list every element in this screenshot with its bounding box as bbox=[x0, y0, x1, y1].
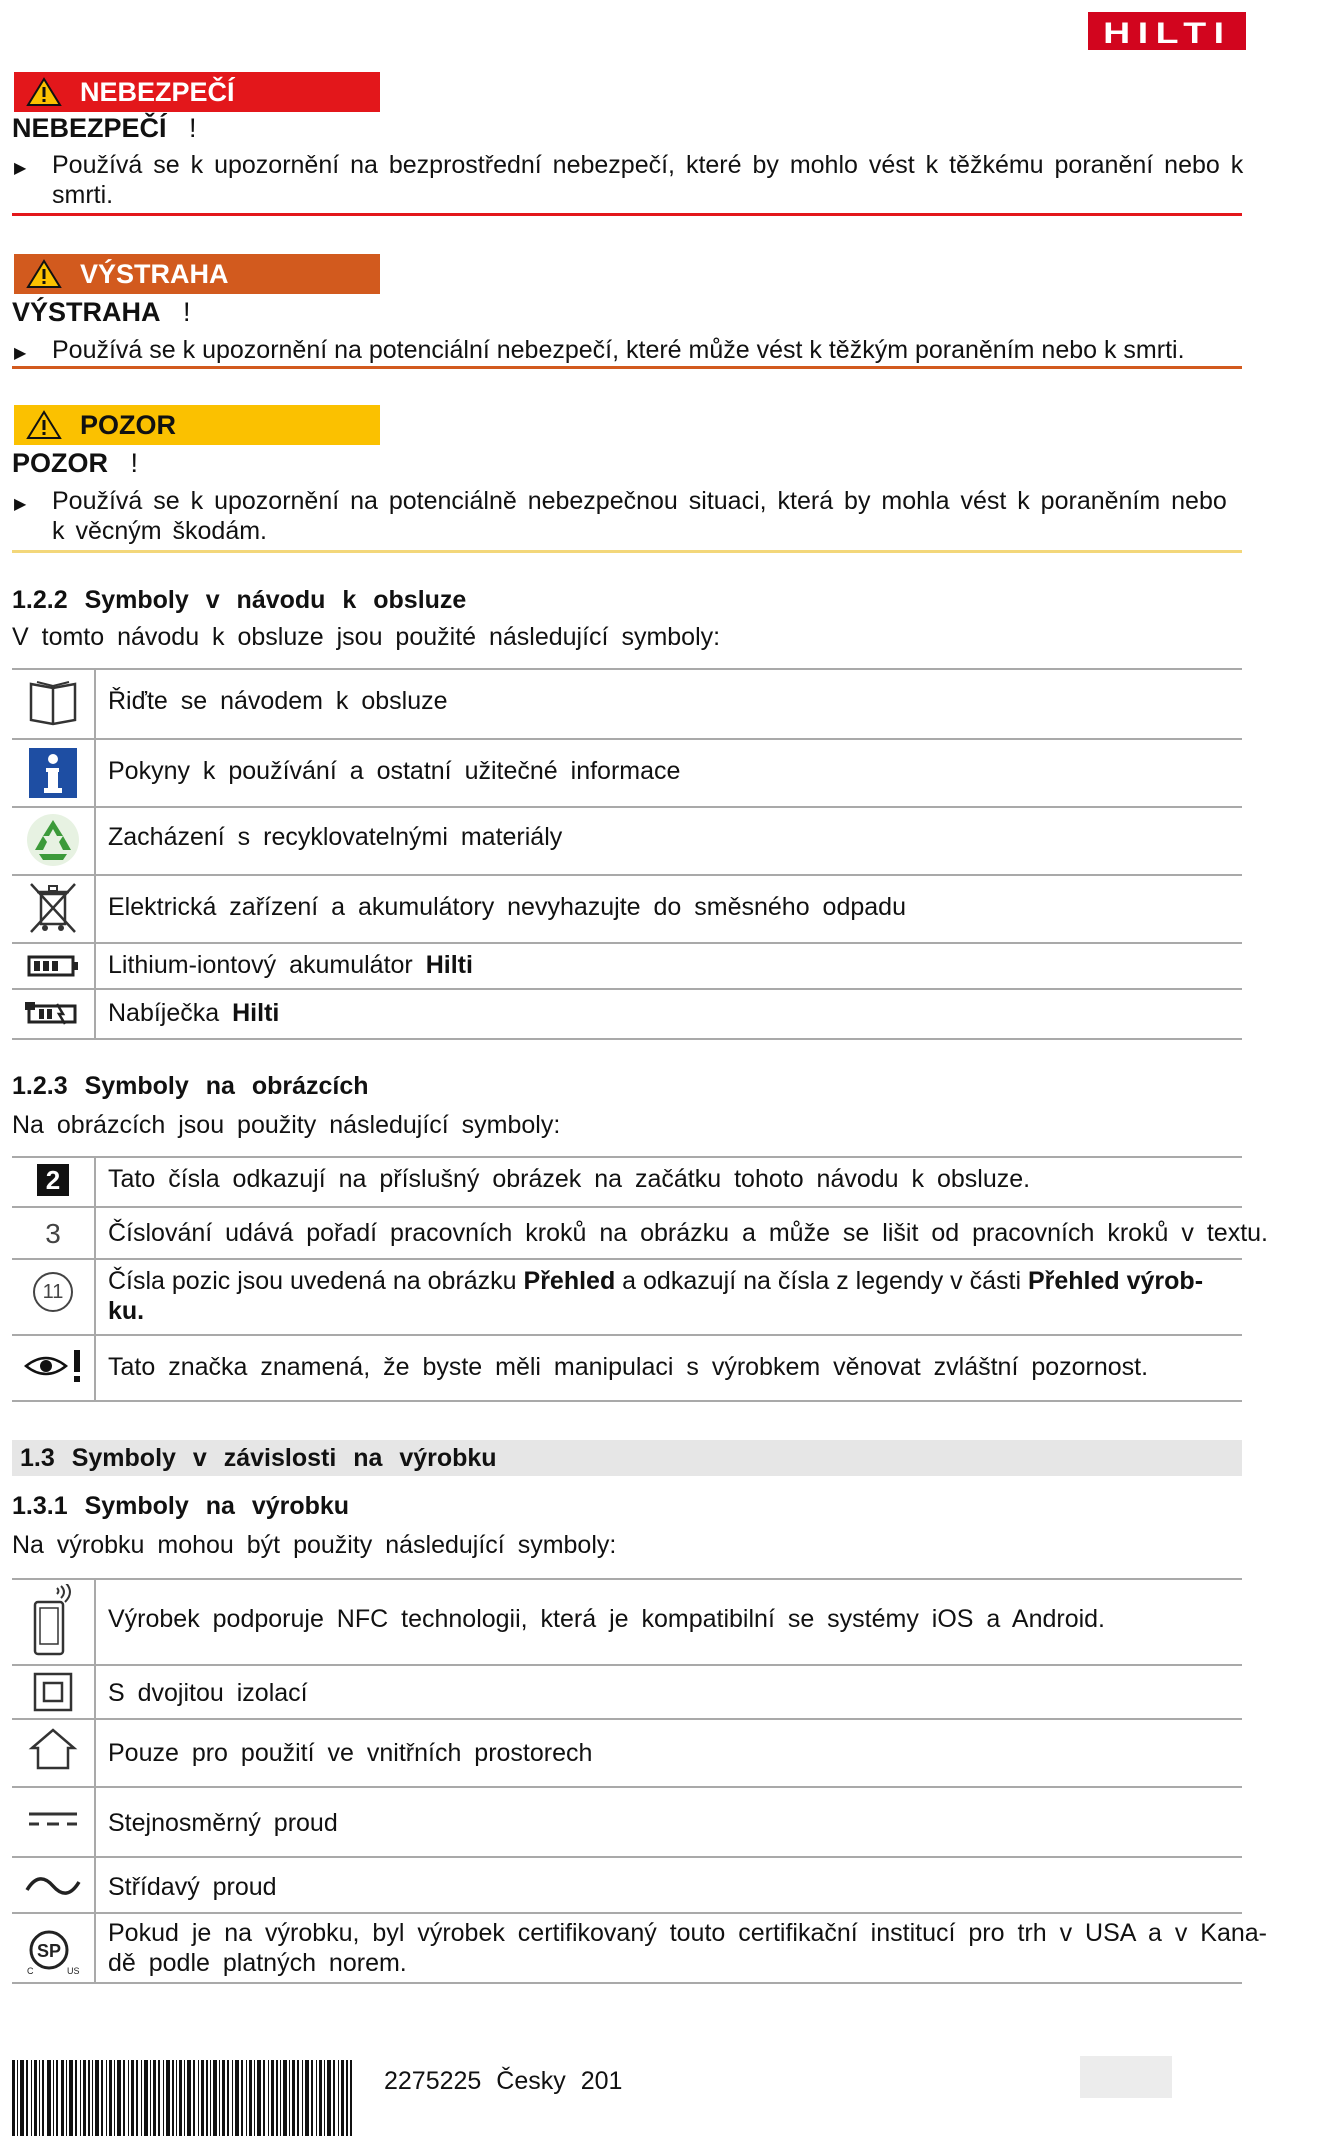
book-icon bbox=[20, 676, 86, 732]
table-divider bbox=[94, 668, 96, 1040]
csa-us-icon bbox=[20, 1922, 86, 1983]
charger-icon bbox=[20, 998, 86, 1033]
table-rule bbox=[12, 738, 1242, 740]
warning-heading: VÝSTRAHA ! bbox=[12, 297, 191, 327]
table-row-text: Pokyny k používání a ostatní užitečné informace bbox=[108, 757, 681, 785]
table-row-text: S dvojitou izolací bbox=[108, 1679, 308, 1707]
table-rule bbox=[12, 1334, 1242, 1336]
table-rule bbox=[12, 806, 1242, 808]
table-row-text: Zacházení s recyklovatelnými materiály bbox=[108, 823, 563, 851]
table-row-text: Střídavý proud bbox=[108, 1873, 277, 1901]
table-row-text: Tato značka znamená, že byste měli manipulaci s výrobkem věnovat zvláštní pozornost. bbox=[108, 1353, 1149, 1381]
bullet-icon: ▶ bbox=[14, 160, 27, 177]
caution-signal-bar bbox=[14, 405, 380, 445]
section-1-2-2-intro: V tomto návodu k obsluze jsou použité následující symboly: bbox=[12, 623, 721, 651]
section-1-2-3-intro: Na obrázcích jsou použity následující symboly: bbox=[12, 1111, 561, 1139]
ac-current-icon bbox=[20, 1870, 86, 1907]
section-1-3-1-heading: 1.3.1 Symboly na výrobku bbox=[12, 1492, 350, 1520]
danger-signal-bar bbox=[14, 72, 380, 112]
section-1-2-2-heading: 1.2.2 Symboly v návodu k obsluze bbox=[12, 586, 467, 614]
warning-description: Používá se k upozornění na potenciální nebezpečí, které může vést k těžkým poraněním nebo k smrti. bbox=[52, 336, 1185, 364]
table-rule bbox=[12, 668, 1242, 670]
svg-text:US: US bbox=[67, 1966, 80, 1976]
warning-triangle-icon bbox=[26, 77, 62, 107]
hilti-logo: HILTI bbox=[1088, 12, 1246, 50]
table-rule bbox=[12, 1786, 1242, 1788]
warning-triangle-icon bbox=[26, 410, 62, 440]
section-1-3-1-intro: Na výrobku mohou být použity následující symboly: bbox=[12, 1531, 617, 1559]
table-rule bbox=[12, 1038, 1242, 1040]
table-row-text: Výrobek podporuje NFC technologii, která je kompatibilní se systémy iOS a Android. bbox=[108, 1605, 1106, 1633]
warning-label: VÝSTRAHA bbox=[80, 259, 229, 289]
table-rule bbox=[12, 1856, 1242, 1858]
dc-current-icon bbox=[20, 1810, 86, 1835]
recycle-icon bbox=[20, 812, 86, 873]
warning-triangle-icon bbox=[26, 259, 62, 289]
caution-heading: POZOR ! bbox=[12, 448, 139, 478]
table-rule bbox=[12, 1156, 1242, 1158]
table-rule bbox=[12, 1982, 1242, 1984]
table-rule bbox=[12, 1664, 1242, 1666]
section-1-2-3-heading: 1.2.3 Symboly na obrázcích bbox=[12, 1072, 369, 1100]
table-rule bbox=[12, 1912, 1242, 1914]
bullet-icon: ▶ bbox=[14, 496, 27, 513]
table-rule bbox=[12, 1400, 1242, 1402]
table-row-text: Stejnosměrný proud bbox=[108, 1809, 338, 1837]
footer-page-info: 2275225 Česky 201 bbox=[384, 2067, 623, 2095]
table-rule bbox=[12, 1206, 1242, 1208]
danger-description: Používá se k upozornění na bezprostřední nebezpečí, které by mohlo vést k těžkému poranění nebo k smrti. bbox=[52, 151, 1244, 209]
bullet-icon: ▶ bbox=[14, 345, 27, 362]
table-row-text: Lithium-iontový akumulátor Hilti bbox=[108, 951, 473, 979]
double-insulation-icon bbox=[20, 1672, 86, 1717]
table-row-text: Elektrická zařízení a akumulátory nevyhazujte do směsného odpadu bbox=[108, 893, 906, 921]
table-row-text: Řiďte se návodem k obsluze bbox=[108, 687, 448, 715]
table-row-text: Pokud je na výrobku, byl výrobek certifikovaný touto certifikační institucí pro trh v USA a v Kana- dě podle platných norem. bbox=[108, 1919, 1267, 1977]
table-row-text: Tato čísla odkazují na příslušný obrázek na začátku tohoto návodu k obsluze. bbox=[108, 1165, 1031, 1193]
nfc-phone-icon bbox=[20, 1584, 86, 1665]
svg-text:SP: SP bbox=[36, 1941, 62, 1961]
table-rule bbox=[12, 942, 1242, 944]
info-icon bbox=[20, 746, 86, 805]
figure-number-badge: 2 bbox=[20, 1164, 86, 1196]
table-rule bbox=[12, 988, 1242, 990]
table-rule bbox=[12, 1718, 1242, 1720]
section-1-3-heading: 1.3 Symboly v závislosti na výrobku bbox=[20, 1444, 497, 1472]
danger-rule bbox=[12, 213, 1242, 216]
footer-blank-box bbox=[1080, 2056, 1172, 2098]
table-divider bbox=[94, 1156, 96, 1402]
step-number-label: 3 bbox=[45, 1218, 61, 1249]
barcode bbox=[12, 2060, 352, 2136]
position-number-circle: 11 bbox=[20, 1272, 86, 1312]
crossed-bin-icon bbox=[20, 880, 86, 941]
danger-label: NEBEZPEČÍ bbox=[80, 77, 235, 107]
warning-signal-bar bbox=[14, 254, 380, 294]
table-row-text: Nabíječka Hilti bbox=[108, 999, 280, 1027]
caution-description: Používá se k upozornění na potenciálně nebezpečnou situaci, která by mohla vést k poraněním nebo k věcným škodám. bbox=[52, 487, 1227, 545]
table-row-text: Čísla pozic jsou uvedená na obrázku Přehled a odkazují na čísla z legendy v části Přehled výrob- ku. bbox=[108, 1267, 1204, 1325]
table-rule bbox=[12, 874, 1242, 876]
table-row-text: Číslování udává pořadí pracovních kroků na obrázku a může se lišit od pracovních kroků v textu. bbox=[108, 1219, 1268, 1247]
table-divider bbox=[94, 1578, 96, 1984]
warning-rule bbox=[12, 366, 1242, 369]
caution-rule bbox=[12, 550, 1242, 553]
caution-label: POZOR bbox=[80, 410, 177, 440]
svg-text:C: C bbox=[27, 1966, 34, 1976]
danger-heading: NEBEZPEČÍ ! bbox=[12, 113, 197, 143]
battery-icon bbox=[20, 954, 86, 983]
table-rule bbox=[12, 1578, 1242, 1580]
table-row-text: Pouze pro použití ve vnitřních prostorech bbox=[108, 1739, 593, 1767]
indoor-house-icon bbox=[20, 1726, 86, 1777]
eye-attention-icon bbox=[20, 1346, 86, 1391]
table-rule bbox=[12, 1258, 1242, 1260]
